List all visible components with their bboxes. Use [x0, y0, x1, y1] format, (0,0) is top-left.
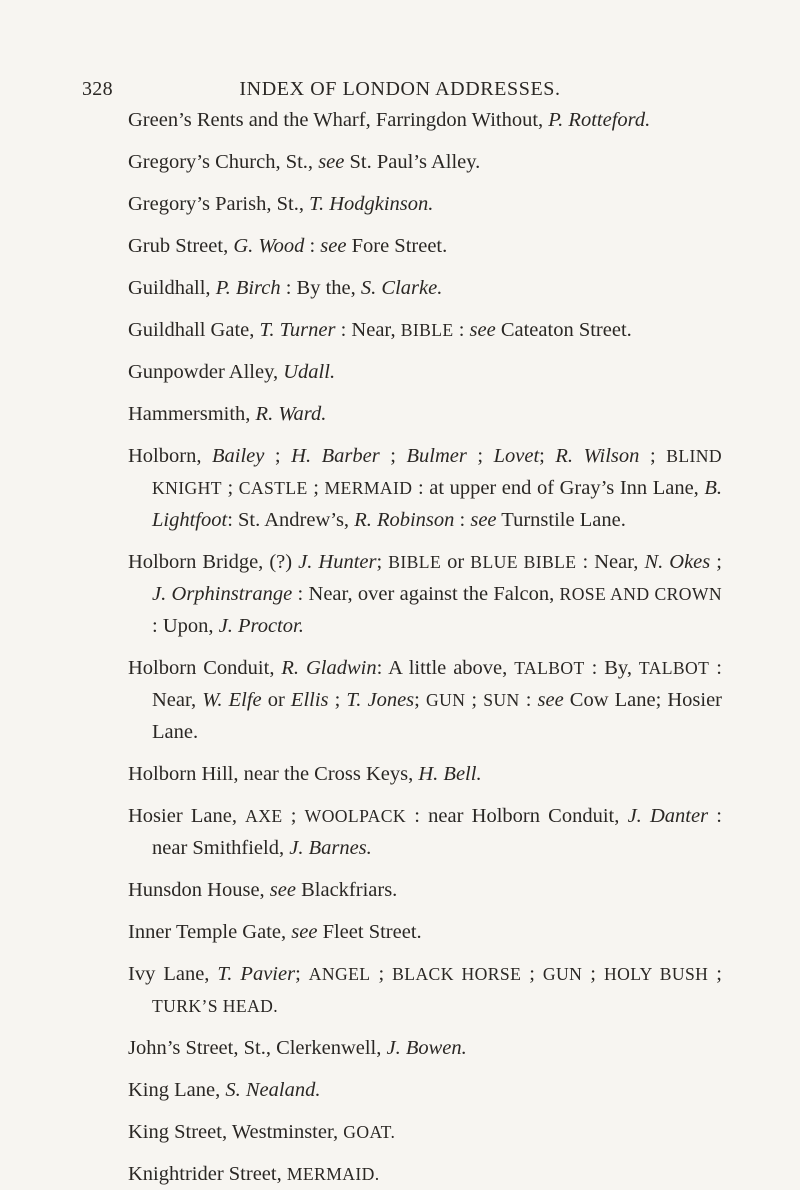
- entry-text: BLACK HORSE: [392, 964, 522, 984]
- entry-text: Guildhall,: [128, 277, 216, 299]
- entry-text: Knightrider Street,: [128, 1163, 287, 1185]
- entry-text: ;: [582, 963, 604, 985]
- entry-text: Udall.: [283, 361, 336, 383]
- entry-text: see: [318, 151, 345, 173]
- entry-text: BLUE BIBLE: [470, 552, 577, 572]
- entry-text: ;: [539, 445, 556, 467]
- entry-text: : A little above,: [376, 657, 515, 679]
- entry-text: J. Bowen.: [386, 1037, 467, 1059]
- entry-text: P. Birch: [215, 277, 281, 299]
- entry-text: Gregory’s Parish, St.,: [128, 193, 310, 215]
- entry-text: J. Barnes.: [289, 837, 372, 859]
- entry-text: Bailey: [212, 445, 265, 467]
- entry-text: Gregory’s Church, St.,: [128, 151, 319, 173]
- entry-text: ;: [379, 445, 407, 467]
- entry-text: R. Robinson: [354, 509, 455, 531]
- entry-text: ;: [465, 689, 484, 711]
- entry-text: J. Danter: [627, 805, 709, 827]
- index-entry: [128, 356, 722, 388]
- index-entries: [128, 104, 722, 1190]
- entry-text: Hosier Lane,: [128, 805, 246, 827]
- entry-text: N. Okes: [644, 551, 711, 573]
- entry-text: ;: [708, 963, 723, 985]
- entry-text: ;: [370, 963, 393, 985]
- index-entry: [128, 146, 722, 178]
- entry-text: ;: [295, 963, 309, 985]
- entry-text: or: [441, 551, 471, 573]
- entry-text: John’s Street, St., Clerkenwell,: [128, 1037, 387, 1059]
- index-entry: [128, 230, 722, 262]
- entry-text: H. Bell.: [418, 763, 482, 785]
- entry-text: :: [453, 319, 470, 341]
- entry-text: ;: [414, 689, 426, 711]
- entry-text: :: [454, 509, 471, 531]
- entry-text: R. Gladwin: [281, 657, 377, 679]
- index-entry: [128, 1032, 722, 1064]
- entry-text: see: [537, 689, 564, 711]
- entry-text: J. Orphinstrange: [152, 583, 293, 605]
- entry-text: ;: [328, 689, 347, 711]
- entry-text: ;: [639, 445, 667, 467]
- entry-text: King Lane,: [128, 1079, 226, 1101]
- entry-text: Fore Street.: [346, 235, 448, 257]
- entry-text: S. Clarke.: [360, 277, 443, 299]
- entry-text: Inner Temple Gate,: [128, 921, 292, 943]
- entry-text: WOOLPACK: [304, 806, 407, 826]
- entry-text: Guildhall Gate,: [128, 319, 260, 341]
- entry-text: see: [291, 921, 318, 943]
- index-entry: [128, 272, 722, 304]
- entry-text: BIBLE: [388, 552, 442, 572]
- running-title: INDEX OF LONDON ADDRESSES.: [239, 78, 561, 100]
- index-entry: [128, 188, 722, 220]
- entry-text: :: [304, 235, 321, 257]
- entry-text: R. Wilson: [555, 445, 640, 467]
- entry-text: Holborn Bridge, (?): [128, 551, 299, 573]
- index-entry: [128, 440, 722, 536]
- entry-text: Lovet: [493, 445, 540, 467]
- entry-text: Fleet Street.: [317, 921, 422, 943]
- entry-text: Cow Lane; Hosier Lane.: [152, 689, 723, 743]
- entry-text: Ivy Lane,: [128, 963, 218, 985]
- entry-text: T. Hodgkinson.: [309, 193, 434, 215]
- entry-text: ;: [521, 963, 543, 985]
- entry-text: MERMAID.: [286, 1164, 380, 1184]
- entry-text: Turnstile Lane.: [496, 509, 626, 531]
- entry-text: Hammersmith,: [128, 403, 256, 425]
- entry-text: ;: [264, 445, 292, 467]
- entry-text: T. Turner: [259, 319, 336, 341]
- entry-text: Blackfriars.: [295, 879, 398, 901]
- entry-text: : Near,: [335, 319, 401, 341]
- entry-text: Grub Street,: [128, 235, 234, 257]
- entry-text: St. Paul’s Alley.: [344, 151, 481, 173]
- entry-text: ;: [282, 805, 305, 827]
- entry-text: ;: [307, 477, 325, 499]
- entry-text: ANGEL: [308, 964, 371, 984]
- entry-text: J. Proctor.: [218, 615, 304, 637]
- entry-text: see: [320, 235, 347, 257]
- entry-text: King Street, Westminster,: [128, 1121, 344, 1143]
- entry-text: : St. Andrew’s,: [227, 509, 355, 531]
- index-entry: [128, 1158, 722, 1190]
- entry-text: P. Rotteford.: [548, 109, 651, 131]
- index-entry: [128, 874, 722, 906]
- entry-text: H. Barber: [291, 445, 380, 467]
- index-entry: [128, 398, 722, 430]
- page-number: 328: [82, 78, 113, 100]
- entry-text: T. Pavier: [217, 963, 296, 985]
- entry-text: see: [269, 879, 296, 901]
- entry-text: ;: [710, 551, 723, 573]
- entry-text: : Upon,: [152, 615, 219, 637]
- entry-text: ;: [466, 445, 494, 467]
- entry-text: Holborn Hill, near the Cross Keys,: [128, 763, 419, 785]
- index-entry: [128, 104, 722, 136]
- entry-text: S. Nealand.: [225, 1079, 321, 1101]
- entry-text: TALBOT: [514, 658, 585, 678]
- entry-text: W. Elfe: [202, 689, 262, 711]
- entry-text: T. Jones: [346, 689, 415, 711]
- entry-text: ROSE AND CROWN: [559, 584, 723, 604]
- index-entry: [128, 314, 722, 346]
- entry-text: : at upper end of Gray’s Inn Lane,: [412, 477, 705, 499]
- entry-text: or: [261, 689, 291, 711]
- index-entry: [128, 546, 722, 642]
- entry-text: CASTLE: [238, 478, 308, 498]
- entry-text: AXE: [245, 806, 283, 826]
- entry-text: TURK’S HEAD.: [152, 996, 279, 1016]
- entry-text: ;: [221, 477, 239, 499]
- entry-text: Holborn,: [128, 445, 212, 467]
- entry-text: Green’s Rents and the Wharf, Farringdon Without,: [128, 109, 549, 131]
- entry-text: : near Holborn Conduit,: [406, 805, 628, 827]
- entry-text: : near Smithfield,: [152, 805, 722, 859]
- entry-text: : Near,: [152, 657, 722, 711]
- entry-text: Holborn Conduit,: [128, 657, 282, 679]
- entry-text: see: [469, 319, 496, 341]
- entry-text: :: [519, 689, 538, 711]
- index-entry: [128, 800, 722, 864]
- entry-text: : Near,: [576, 551, 645, 573]
- entry-text: Ellis: [290, 689, 329, 711]
- index-entry: [128, 1074, 722, 1106]
- entry-text: B. Lightfoot: [152, 477, 723, 531]
- entry-text: : By the,: [280, 277, 361, 299]
- entry-text: BLIND KNIGHT: [152, 446, 722, 498]
- entry-text: G. Wood: [233, 235, 305, 257]
- index-entry: [128, 652, 722, 748]
- entry-text: GOAT.: [343, 1122, 396, 1142]
- entry-text: J. Hunter: [298, 551, 377, 573]
- entry-text: see: [470, 509, 497, 531]
- index-entry: [128, 1116, 722, 1148]
- entry-text: Hunsdon House,: [128, 879, 270, 901]
- entry-text: Bulmer: [406, 445, 467, 467]
- index-entry: [128, 916, 722, 948]
- entry-text: HOLY BUSH: [603, 964, 709, 984]
- entry-text: Gunpowder Alley,: [128, 361, 284, 383]
- entry-text: : By,: [584, 657, 639, 679]
- entry-text: GUN: [542, 964, 583, 984]
- entry-text: : Near, over against the Falcon,: [292, 583, 560, 605]
- index-entry: [128, 758, 722, 790]
- entry-text: MERMAID: [324, 478, 413, 498]
- entry-text: R. Ward.: [255, 403, 327, 425]
- entry-text: Cateaton Street.: [495, 319, 632, 341]
- entry-text: BIBLE: [400, 320, 454, 340]
- entry-text: ;: [376, 551, 389, 573]
- entry-text: TALBOT: [638, 658, 710, 678]
- index-entry: [128, 958, 722, 1022]
- entry-text: GUN: [425, 690, 466, 710]
- entry-text: SUN: [483, 690, 520, 710]
